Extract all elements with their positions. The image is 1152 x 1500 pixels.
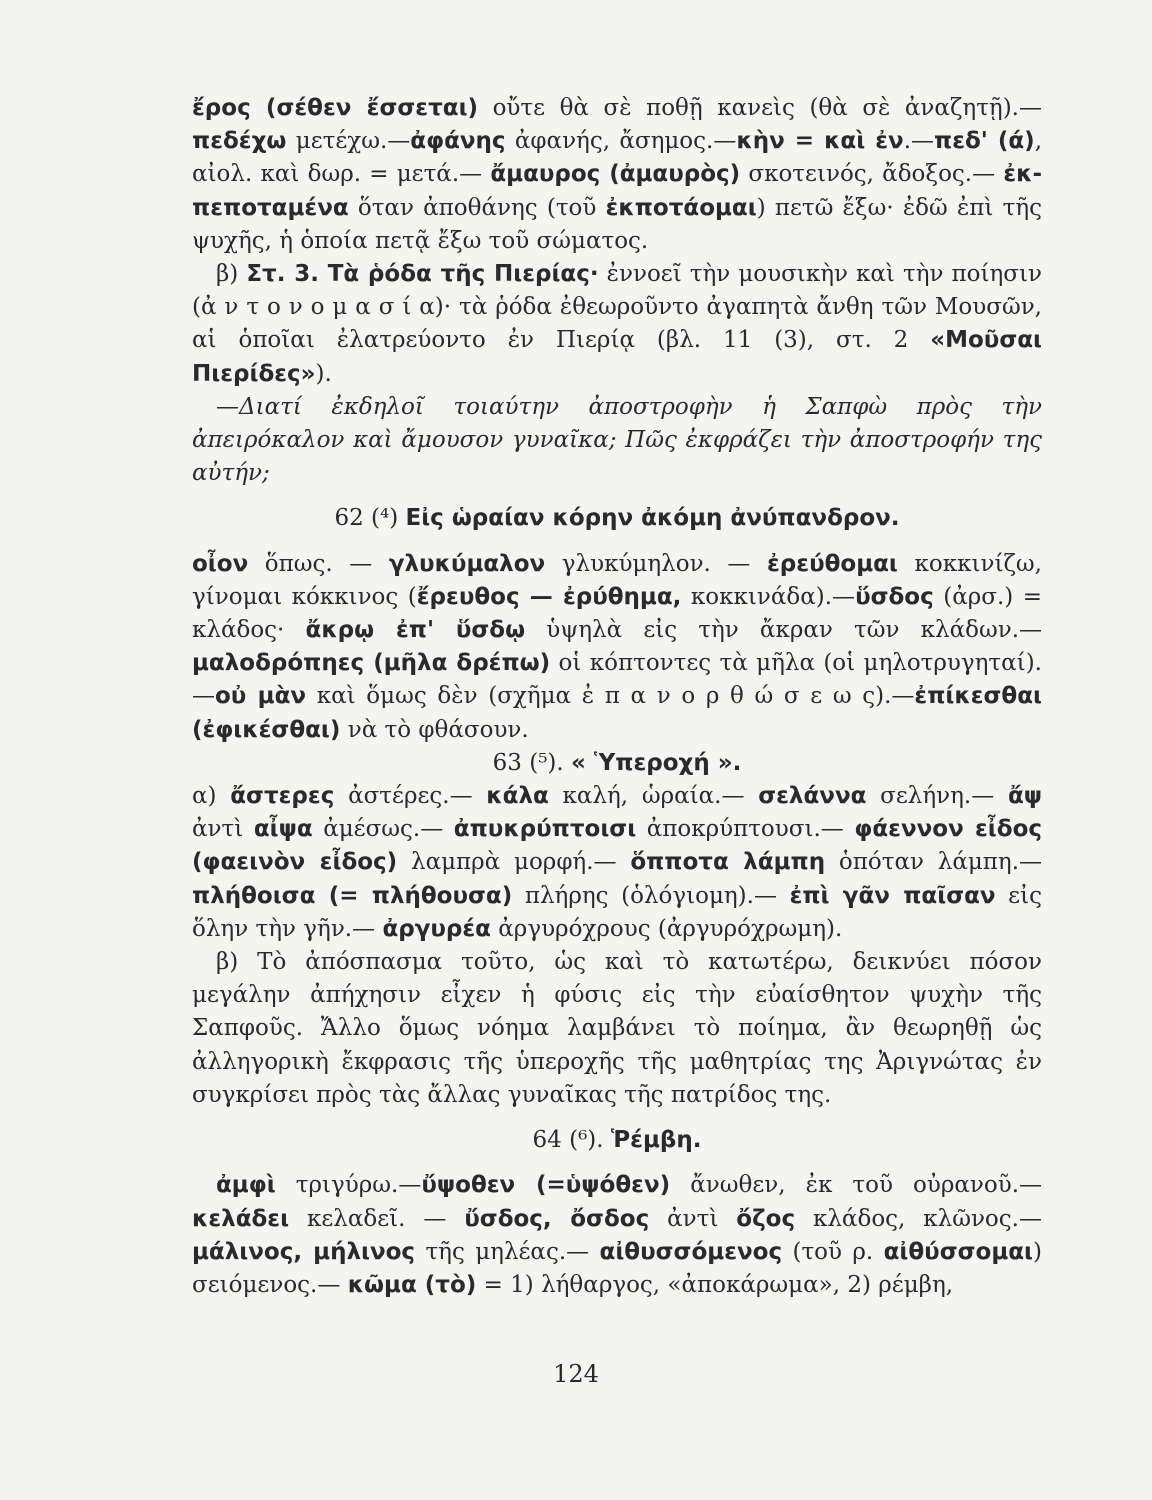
bold-term: ὔσδος, ὄσδος bbox=[464, 1205, 650, 1232]
bold-term: αἰθυσσόμενος bbox=[599, 1238, 783, 1265]
bold-term: « Ὑπεροχή ». bbox=[571, 749, 742, 776]
bold-term: ἄψ bbox=[1007, 783, 1042, 810]
bold-term: Εἰς ὡραίαν κόρην ἀκόμη ἀνύπανδρον. bbox=[405, 505, 900, 532]
bold-term: Ῥέμβη. bbox=[610, 1127, 702, 1154]
text-run: (ἀρσ.) = κλάδος· bbox=[192, 583, 1043, 644]
bold-term: κελάδει bbox=[192, 1205, 290, 1232]
text-run: γλυκύμηλον. — bbox=[545, 550, 767, 577]
text-run: ὁπόταν λάμπη.— bbox=[825, 849, 1043, 876]
bold-term: ἐκ-πεποταμένα bbox=[192, 161, 1043, 221]
bold-term: ὕσδος bbox=[855, 583, 934, 610]
heading-62 bbox=[192, 502, 1042, 535]
bold-term: ἀπυκρύπτοισι bbox=[453, 816, 637, 843]
text-run: 64 (⁶). bbox=[532, 1127, 611, 1154]
text-run: πλήρης (ὁλόγιομη).— bbox=[512, 882, 790, 909]
heading-63 bbox=[192, 747, 1042, 780]
bold-term: κὴν = καὶ ἐν bbox=[736, 128, 904, 155]
text-run: ἀφανής, ἄσημος.— bbox=[505, 128, 737, 155]
paragraph-stanza-note bbox=[192, 258, 1042, 391]
bold-term: οὐ μὰν bbox=[215, 683, 307, 710]
text-run: .— bbox=[903, 128, 934, 155]
bold-term: ἐρεύθομαι bbox=[767, 550, 898, 577]
text-run: καλή, ὡραία.— bbox=[548, 783, 759, 810]
paragraph-glossary-64 bbox=[192, 1169, 1042, 1302]
text-run: 62 (⁴) bbox=[334, 505, 406, 532]
text-run: 63 (⁵). bbox=[492, 749, 572, 776]
text-run: κλάδος, κλῶνος.— bbox=[795, 1205, 1042, 1232]
bold-term: γλυκύμαλον bbox=[388, 550, 546, 577]
text-run: σκοτεινός, ἄδοξος.— bbox=[740, 161, 1004, 188]
text-run: ἀντὶ bbox=[649, 1205, 737, 1232]
paragraph-glossary-63 bbox=[192, 780, 1042, 946]
text-run: ἀργυρόχρους (ἀργυρόχρωμη). bbox=[490, 915, 843, 942]
bold-term: μαλοδρόπηες (μῆλα δρέπω) bbox=[192, 650, 551, 677]
text-run: εἰς ὅλην τὴν γῆν.— bbox=[192, 882, 1042, 942]
text-run: καὶ ὅμως δὲν (σχῆμα ἐ π α ν ο ρ θ ώ σ ε ω ς).— bbox=[306, 683, 915, 710]
italic-text: —Διατί ἐκδηλοῖ τοιαύτην ἀποστροφὴν ἡ Σαπφὼ πρὸς τὴν ἀπειρόκαλον καὶ ἄμουσον γυναῖκα; Πῶς ἐκφράζει τὴν ἀποστροφήν της αὐτήν; bbox=[192, 393, 1042, 487]
text-run: α) bbox=[192, 783, 231, 810]
bold-term: ἄκρῳ ἐπ' ὕσδῳ bbox=[305, 617, 526, 644]
text-run: ἄνωθεν, ἐκ τοῦ οὐρανοῦ.— bbox=[670, 1172, 1043, 1199]
bold-term: κῶμα (τὸ) bbox=[347, 1271, 477, 1298]
text-run: ἀποκρύπτουσι.— bbox=[636, 816, 855, 843]
bold-term: ἀμφὶ bbox=[216, 1172, 276, 1199]
text-run: ἐννοεῖ τὴν μουσικὴν καὶ τὴν ποίησιν (ἀ ν τ ο ν ο μ α σ ί α)· τὰ ῥόδα ἐθεωροῦντο ἀγαπητὰ ἄνθη τῶν Μουσῶν, αἱ ὁποῖαι ἐλατρεύοντο ἐν Πιερίᾳ (βλ. 11 (3), στ. 2 bbox=[192, 261, 1042, 354]
bold-term: κάλα bbox=[486, 783, 549, 810]
text-run: ἀμέσως.— bbox=[312, 816, 454, 843]
text-run: ὅπως. — bbox=[248, 550, 389, 577]
bold-term: πεδέχω bbox=[192, 128, 287, 155]
text-run: ὑψηλὰ εἰς τὴν ἄκραν τῶν κλάδων.— bbox=[525, 617, 1043, 644]
bold-term: ὅπποτα λάμπη bbox=[630, 849, 826, 876]
text-run: λαμπρὰ μορφή.— bbox=[397, 849, 631, 876]
bold-term: πεδ' (ά) bbox=[934, 128, 1035, 155]
bold-term: φάεννον εἶδος (φαεινὸν εἶδος) bbox=[192, 816, 1043, 876]
paragraph-question bbox=[192, 391, 1042, 491]
bold-term: πλήθοισα (= πλήθουσα) bbox=[192, 882, 513, 909]
text-run: ) σειόμενος.— bbox=[192, 1238, 1043, 1298]
bold-term: ἄμαυρος (ἀμαυρὸς) bbox=[490, 161, 741, 188]
paragraph-commentary-63 bbox=[192, 946, 1042, 1112]
text-run: τριγύρω.— bbox=[275, 1172, 422, 1199]
text-run: ὅταν ἀποθάνης (τοῦ bbox=[348, 194, 606, 221]
bold-term: «Μοῦσαι Πιερίδες» bbox=[192, 327, 1042, 387]
text-run: = 1) λήθαργος, «ἀποκάρωμα», 2) ρέμβη, bbox=[476, 1271, 954, 1298]
bold-term: μάλινος, μήλινος bbox=[192, 1238, 416, 1265]
text-run: σελήνη.— bbox=[866, 783, 1008, 810]
bold-term: αἶψα bbox=[253, 816, 313, 843]
text-run: οἱ κόπτοντες τὰ μῆλα (οἱ μηλοτρυγηταί).— bbox=[192, 650, 1042, 710]
text-run: μετέχω.— bbox=[286, 128, 411, 155]
text-run: κοκκινάδα).— bbox=[681, 583, 856, 610]
text-run: κοκκινίζω, γίνομαι κόκκινος ( bbox=[192, 550, 1042, 610]
paragraph-glossary-1 bbox=[192, 92, 1042, 258]
paragraph-glossary-62 bbox=[192, 548, 1042, 747]
text-run: ἀντὶ bbox=[192, 816, 254, 843]
page-number: 124 bbox=[553, 1360, 599, 1388]
bold-term: ἐκποτάομαι bbox=[605, 194, 757, 221]
bold-term: σελάννα bbox=[758, 783, 867, 810]
page-body bbox=[192, 92, 1042, 1302]
bold-term: ἐπὶ γᾶν παῖσαν bbox=[789, 882, 996, 909]
bold-term: ἀφάνης bbox=[410, 128, 506, 155]
text-run: νὰ τὸ φθάσουν. bbox=[340, 716, 529, 743]
text-run: β) bbox=[216, 261, 247, 288]
text-run: ) πετῶ ἔξω· ἐδῶ ἐπὶ τῆς ψυχῆς, ἡ ὁποία πετᾷ ἔξω τοῦ σώματος. bbox=[192, 194, 1043, 254]
bold-term: ἄστερες bbox=[230, 783, 335, 810]
bold-term: ἐπίκεσθαι (ἐφικέσθαι) bbox=[192, 683, 1042, 743]
bold-term: οἶον bbox=[192, 550, 249, 577]
bold-term: ὔψοθεν (=ὑψόθεν) bbox=[421, 1172, 671, 1199]
text-run: ). bbox=[315, 360, 332, 387]
bold-term: ὄζος bbox=[736, 1205, 796, 1232]
text-run: β) Τὸ ἀπόσπασμα τοῦτο, ὡς καὶ τὸ κατωτέρω, δεικνύει πόσον μεγάλην ἀπήχησιν εἶχεν ἡ φύσις εἰς τὴν εὐαίσθητον ψυχὴν τῆς Σαπφοῦς. Ἄλλο ὅμως νόημα λαμβάνει τὸ ποίημα, ἂν θεωρηθῇ ὡς ἀλληγορικὴ ἔκφρασις τῆς ὑπεροχῆς τῆς μαθητρίας της Ἀριγνώτας ἐν συγκρίσει πρὸς τὰς ἄλλας γυναῖκας τῆς πατρίδος της. bbox=[192, 949, 1042, 1108]
text-run: κελαδεῖ. — bbox=[289, 1205, 465, 1232]
bold-term: Στ. 3. Τὰ ῥόδα τῆς Πιερίας· bbox=[246, 261, 599, 288]
heading-64 bbox=[192, 1124, 1042, 1157]
text-run: τῆς μηλέας.— bbox=[415, 1238, 600, 1265]
text-run: οὔτε θὰ σὲ ποθῇ κανεὶς (θὰ σὲ ἀναζητῇ).— bbox=[478, 95, 1042, 121]
text-run: , αἰολ. καὶ δωρ. = μετά.— bbox=[192, 128, 1043, 188]
bold-term: ἔρος (σέθεν ἔσσεται) bbox=[192, 95, 479, 121]
text-run: ἀστέρες.— bbox=[334, 783, 487, 810]
text-run: (τοῦ ρ. bbox=[782, 1238, 884, 1265]
bold-term: αἰθύσσομαι bbox=[883, 1238, 1034, 1265]
bold-term: ἀργυρέα bbox=[382, 915, 491, 942]
bold-term: ἔρευθος — ἐρύθημα, bbox=[416, 583, 682, 610]
